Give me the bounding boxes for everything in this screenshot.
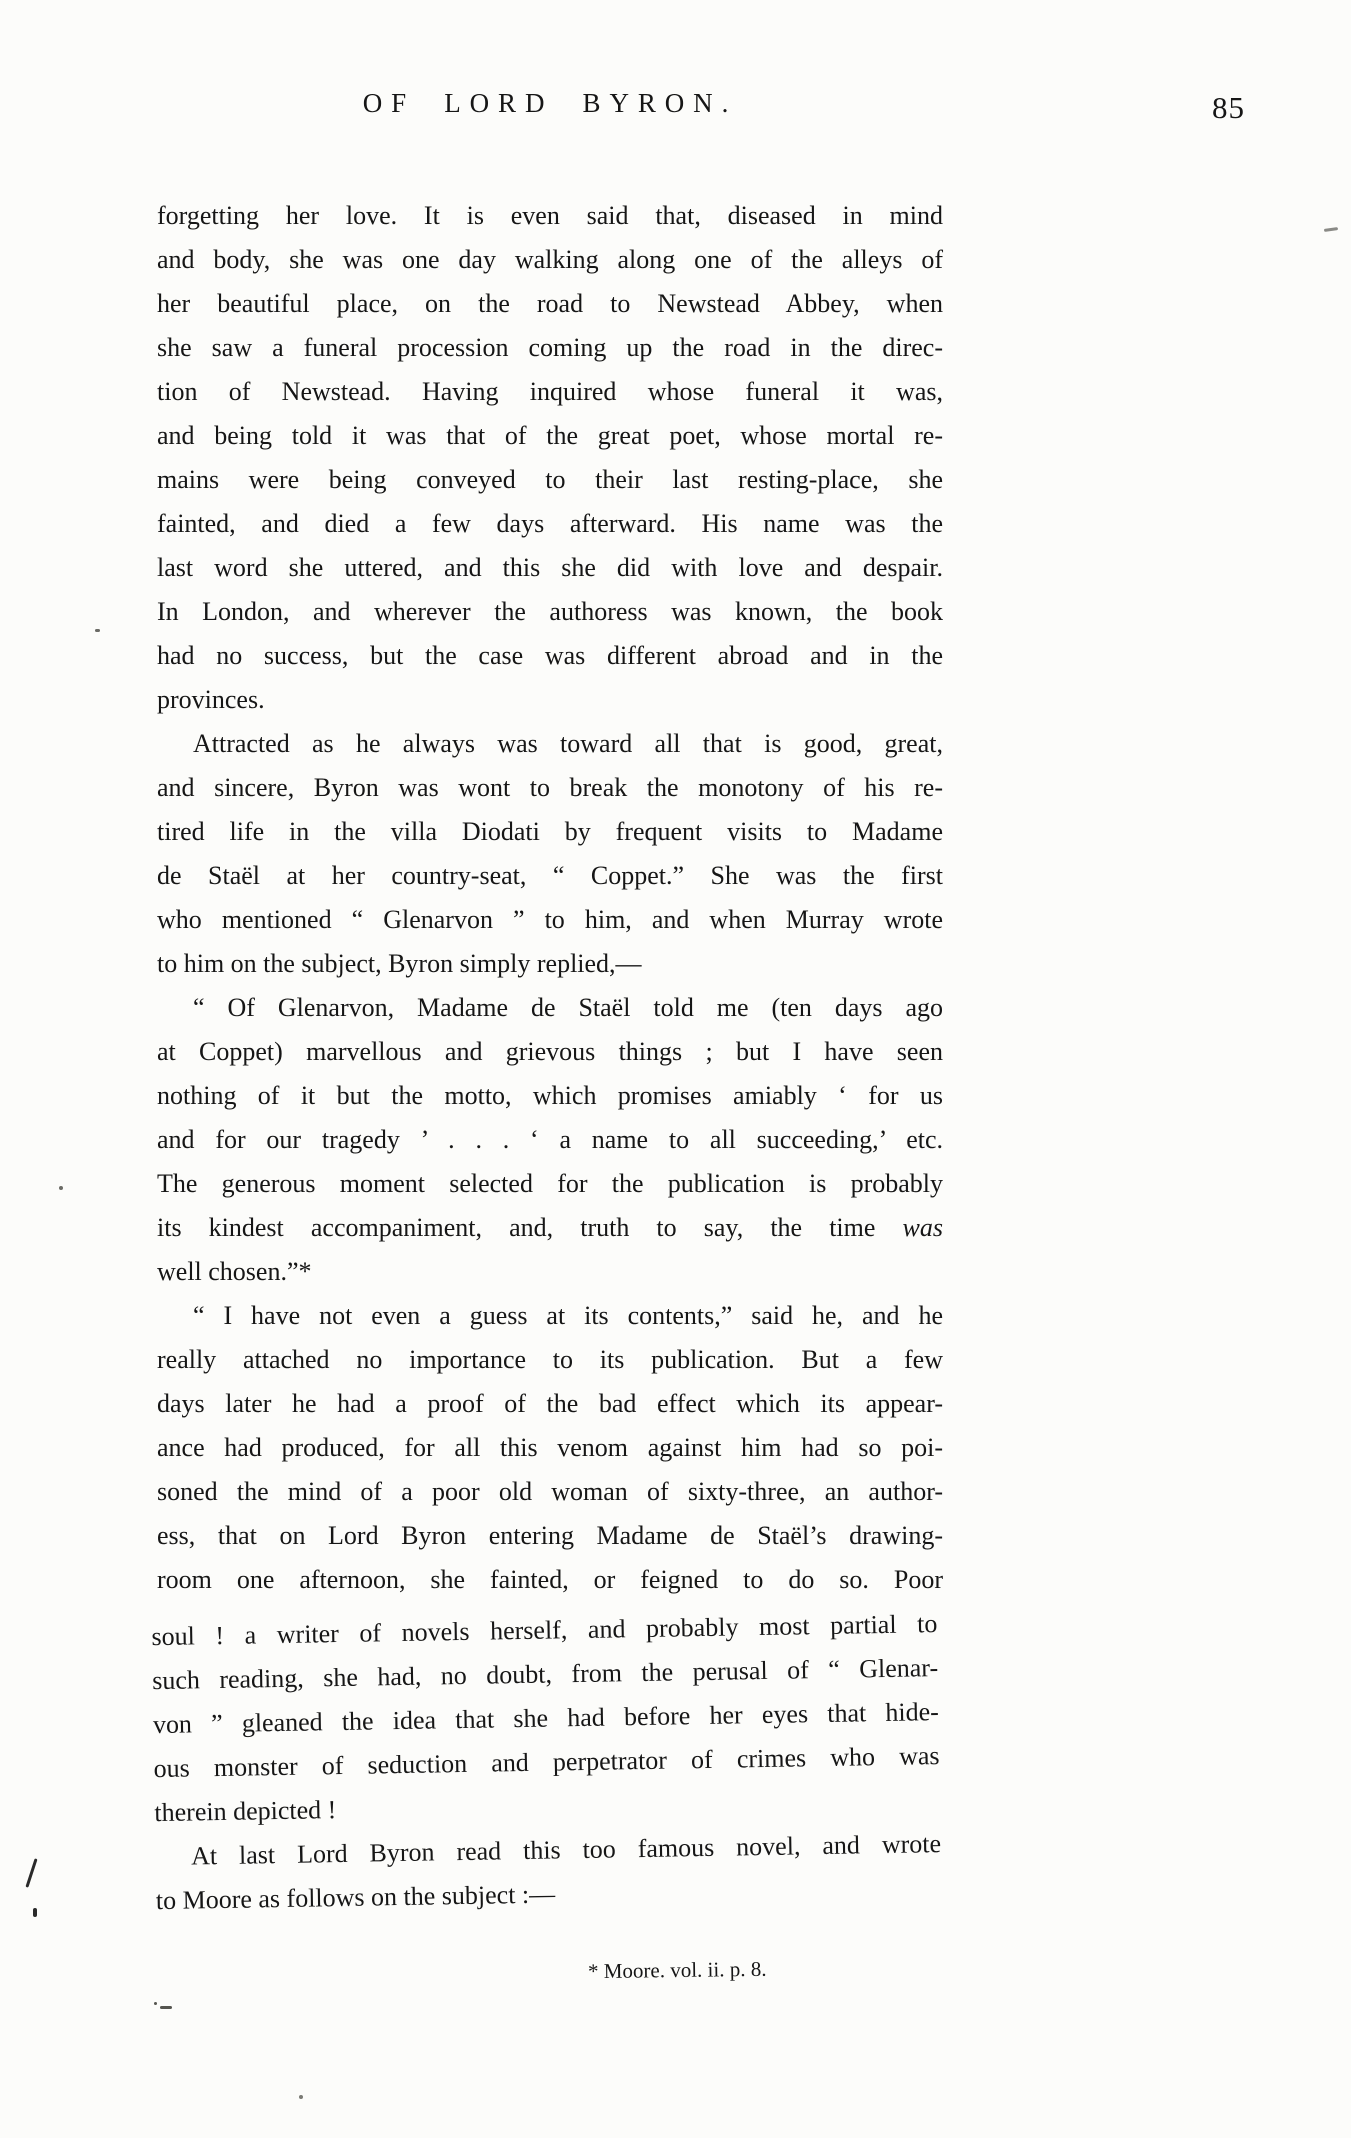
text-line: who mentioned “ Glenarvon ” to him, and when Murray wrote: [157, 905, 943, 934]
text-line: de Staël at her country-seat, “ Coppet.” She was the first: [157, 861, 943, 890]
page-number: 85: [1212, 90, 1245, 125]
text-line: to Moore as follows on the subject :—: [155, 1879, 556, 1916]
text-line: at Coppet) marvellous and grievous things ; but I have seen: [157, 1037, 943, 1066]
text-line: nothing of it but the motto, which promises amiably ‘ for us: [157, 1081, 943, 1110]
text-line: and being told it was that of the great poet, whose mortal re-: [157, 421, 943, 450]
text-line: room one afternoon, she fainted, or feigned to do so. Poor: [157, 1565, 943, 1594]
paragraph: [157, 722, 943, 986]
scan-artifact: [25, 1858, 37, 1887]
text-line: Attracted as he always was toward all that is good, great,: [193, 729, 943, 758]
text-line: days later he had a proof of the bad effect which its appear-: [157, 1389, 943, 1418]
footnote: * Moore. vol. ii. p. 8.: [587, 1956, 767, 1984]
scan-artifact: [160, 2006, 172, 2009]
paragraph: [157, 986, 943, 1294]
scan-artifact: [154, 2002, 157, 2005]
text-line: forgetting her love. It is even said that, diseased in mind: [157, 201, 943, 230]
text-line: last word she uttered, and this she did with love and despair.: [157, 553, 943, 582]
text-line: to him on the subject, Byron simply replied,—: [157, 949, 642, 978]
text-line: such reading, she had, no doubt, from the perusal of “ Glenar-: [151, 1653, 939, 1696]
text-line: ous monster of seduction and perpetrator of crimes who was: [153, 1741, 940, 1784]
text-line: its kindest accompaniment, and, truth to say, the time was: [157, 1213, 943, 1242]
scan-artifact: [1324, 227, 1338, 232]
skewed-scan-region: [151, 1602, 942, 1923]
italic-word: was: [902, 1213, 943, 1242]
text-line: well chosen.”*: [157, 1257, 312, 1286]
scan-artifact: [33, 1908, 37, 1917]
text-line: therein depicted !: [154, 1795, 337, 1828]
text-line: At last Lord Byron read this too famous novel, and wrote: [190, 1829, 942, 1871]
scan-artifact: [59, 1186, 63, 1190]
text-line: “ Of Glenarvon, Madame de Staël told me (ten days ago: [193, 993, 943, 1022]
running-header: OF LORD BYRON.: [362, 88, 738, 118]
text-line: In London, and wherever the authoress was known, the book: [157, 597, 943, 626]
text-line: she saw a funeral procession coming up the road in the direc-: [157, 333, 943, 362]
text-line: tired life in the villa Diodati by frequent visits to Madame: [157, 817, 943, 846]
text-line: provinces.: [157, 685, 265, 714]
text-line: The generous moment selected for the publication is probably: [157, 1169, 943, 1198]
text-line: soned the mind of a poor old woman of sixty-three, an author-: [157, 1477, 943, 1506]
text-column: [151, 194, 943, 1916]
text-line: mains were being conveyed to their last resting-place, she: [157, 465, 943, 494]
scan-artifact: [299, 2095, 303, 2099]
text-line: ess, that on Lord Byron entering Madame de Staël’s drawing-: [157, 1521, 943, 1550]
paragraph: [151, 1294, 943, 1916]
text-line: had no success, but the case was different abroad and in the: [157, 641, 943, 670]
text-line: ance had produced, for all this venom against him had so poi-: [157, 1433, 943, 1462]
paragraph: [157, 194, 943, 722]
text-line: tion of Newstead. Having inquired whose funeral it was,: [157, 377, 943, 406]
text-line: and body, she was one day walking along one of the alleys of: [157, 245, 943, 274]
text-line: von ” gleaned the idea that she had before her eyes that hide-: [152, 1697, 940, 1740]
text-line: “ I have not even a guess at its contents,” said he, and he: [193, 1301, 943, 1330]
text-line: and sincere, Byron was wont to break the monotony of his re-: [157, 773, 943, 802]
text-line: soul ! a writer of novels herself, and probably most partial to: [151, 1609, 938, 1652]
text-line: fainted, and died a few days afterward. His name was the: [157, 509, 943, 538]
scan-artifact: [95, 629, 100, 632]
text-line: really attached no importance to its publication. But a few: [157, 1345, 943, 1374]
text-line: and for our tragedy ’ . . . ‘ a name to all succeeding,’ etc.: [157, 1125, 943, 1154]
text-line: her beautiful place, on the road to Newstead Abbey, when: [157, 289, 943, 318]
